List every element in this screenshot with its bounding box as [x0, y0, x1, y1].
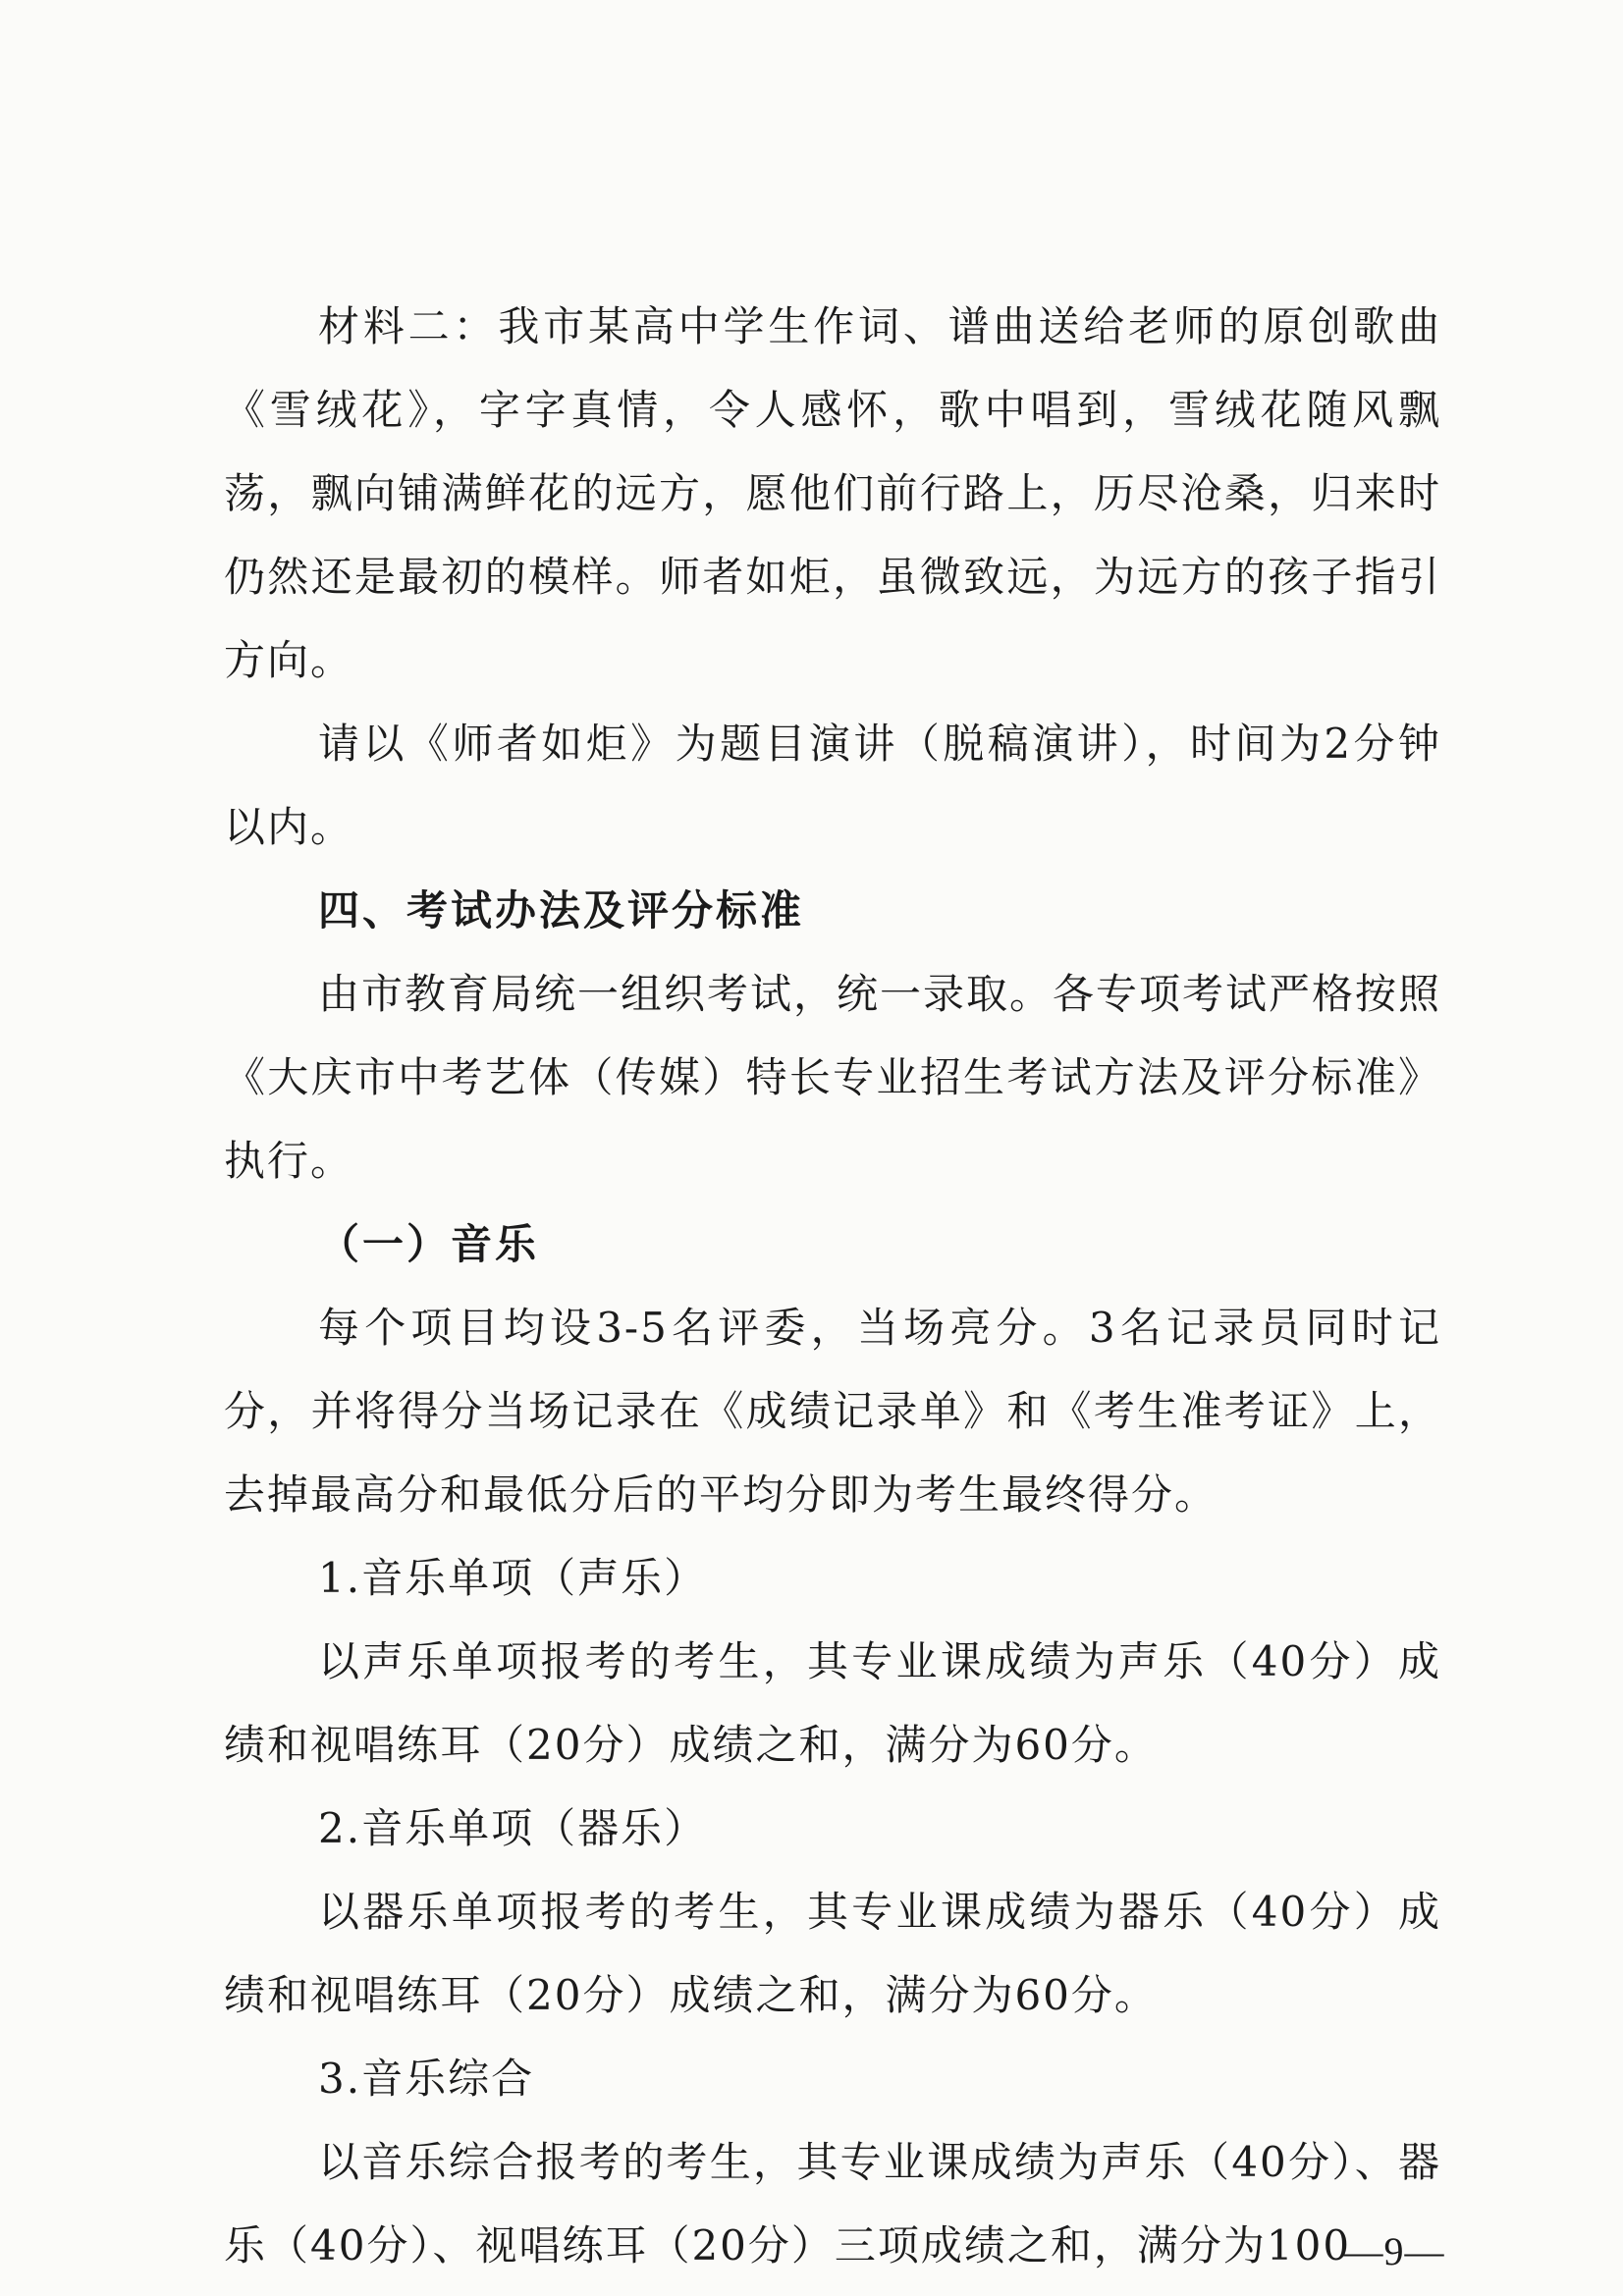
- instrumental-item-heading: 2.音乐单项（器乐）: [318, 1804, 708, 1852]
- vocal-item-heading: 1.音乐单项（声乐）: [318, 1554, 708, 1602]
- comprehensive-item-heading: 3.音乐综合: [318, 2055, 535, 2103]
- page-number: —9—: [1343, 2229, 1445, 2273]
- comprehensive-item-paragraph: 以音乐综合报考的考生，其专业课成绩为声乐（40分）、器乐（40分）、视唱练耳（20分）三项成绩之和，满分为100: [224, 2138, 1441, 2269]
- exam-organization-paragraph: 由市教育局统一组织考试，统一录取。各专项考试严格按照《大庆市中考艺体（传媒）特长专业招生考试方法及评分标准》执行。: [224, 970, 1442, 1185]
- judging-rules-paragraph: 每个项目均设3-5名评委，当场亮分。3名记录员同时记分，并将得分当场记录在《成绩记录单》和《考生准考证》上，去掉最高分和最低分后的平均分即为考生最终得分。: [224, 1304, 1441, 1519]
- music-subsection-heading: （一）音乐: [318, 1220, 540, 1268]
- vocal-item-paragraph: 以声乐单项报考的考生，其专业课成绩为声乐（40分）成绩和视唱练耳（20分）成绩之和，满分为60分。: [224, 1637, 1441, 1769]
- material-two-paragraph: 材料二：我市某高中学生作词、谱曲送给老师的原创歌曲《雪绒花》，字字真情，令人感怀，歌中唱到，雪绒花随风飘荡，飘向铺满鲜花的远方，愿他们前行路上，历尽沧桑，归来时仍然还是最初的模样。师者如炬，虽微致远，为远方的孩子指引方向。: [224, 302, 1441, 684]
- section-heading: 四、考试办法及评分标准: [318, 886, 805, 934]
- document-body: [224, 285, 1441, 2287]
- speech-instruction-paragraph: 请以《师者如炬》为题目演讲（脱稿演讲），时间为2分钟以内。: [224, 720, 1441, 851]
- instrumental-item-paragraph: 以器乐单项报考的考生，其专业课成绩为器乐（40分）成绩和视唱练耳（20分）成绩之和，满分为60分。: [224, 1888, 1441, 2019]
